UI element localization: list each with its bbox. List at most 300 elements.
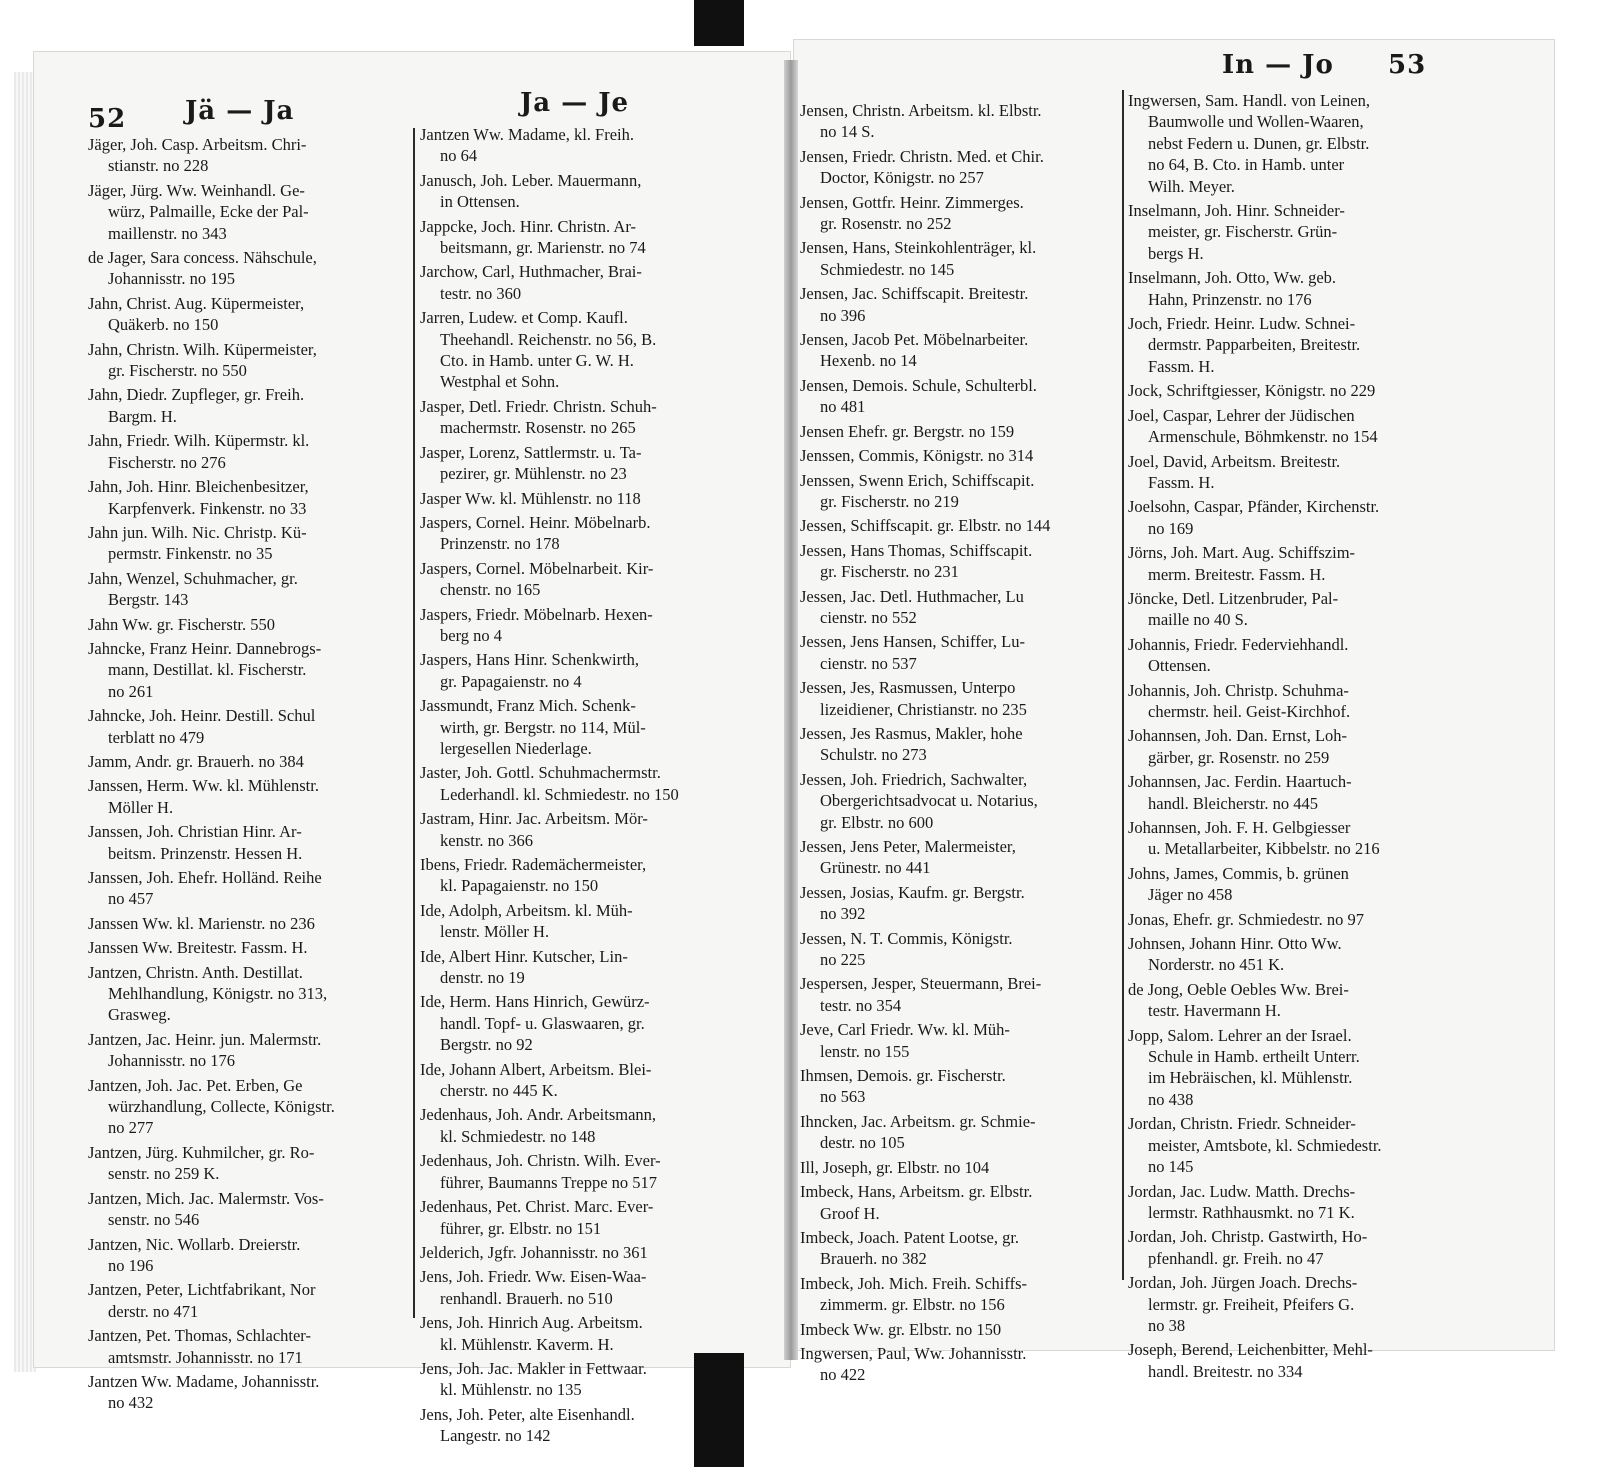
entry-continuation-line: Bargm. H. [108, 406, 177, 426]
directory-entry [800, 882, 1110, 925]
entry-continuation-line: no 64 [440, 146, 478, 166]
entry-line: Jahn, Christ. Aug. Küpermeister, [88, 293, 305, 313]
entry-continuation-line: no 261 [108, 681, 154, 701]
entry-line: Jessen, Jes, Rasmussen, Unterpo [800, 678, 1016, 698]
entry-continuation-line: gr. Fischerstr. no 231 [820, 562, 959, 582]
entry-continuation-line: zimmerm. gr. Elbstr. no 156 [820, 1295, 1005, 1315]
entry-line: Janssen, Joh. Ehefr. Holländ. Reihe [88, 868, 322, 887]
entry-line: Ide, Albert Hinr. Kutscher, Lin- [420, 946, 628, 966]
directory-entry [800, 421, 1110, 442]
directory-entry [420, 170, 750, 213]
entry-line: Jordan, Christn. Friedr. Schneider- [1128, 1114, 1356, 1134]
entry-continuation-line: handl. Bleicherstr. no 445 [1148, 793, 1319, 813]
directory-entry [1128, 725, 1428, 768]
directory-entry [420, 1312, 750, 1355]
entry-line: Jessen, Jes Rasmus, Makler, hohe [800, 723, 1023, 743]
directory-entry [1128, 542, 1428, 585]
directory-entry [420, 307, 750, 393]
entry-continuation-line: no 481 [820, 397, 866, 417]
entry-line: Jensen, Friedr. Christn. Med. et Chir. [800, 146, 1044, 166]
directory-entry [1128, 1226, 1428, 1269]
entry-line: Jöncke, Detl. Litzenbruder, Pal- [1128, 588, 1339, 608]
entry-continuation-line: no 145 [1148, 1157, 1194, 1177]
entry-continuation-line: cienstr. no 552 [820, 607, 917, 627]
directory-entry [1128, 634, 1428, 677]
entry-line: Jantzen Ww. Madame, kl. Freih. [420, 125, 634, 144]
entry-continuation-line: stianstr. no 228 [108, 156, 209, 176]
entry-line: Jahncke, Franz Heinr. Dannebrogs- [88, 638, 322, 658]
entry-continuation-line: no 396 [820, 305, 866, 325]
entry-line: Jessen, N. T. Commis, Königstr. [800, 928, 1013, 948]
directory-entry [420, 512, 750, 555]
entry-line: de Jager, Sara concess. Nähschule, [88, 248, 317, 268]
entry-continuation-line: chermstr. heil. Geist-Kirchhof. [1148, 701, 1351, 721]
directory-entry [420, 1150, 750, 1193]
entry-line: Janssen, Herm. Ww. kl. Mühlenstr. [88, 776, 319, 796]
entry-continuation-line: destr. no 105 [820, 1133, 905, 1153]
right-page-column-rule [1122, 90, 1124, 1280]
directory-entry [88, 1325, 413, 1368]
entry-line: Jensen, Hans, Steinkohlenträger, kl. [800, 238, 1037, 258]
entry-line: Jensen, Jacob Pet. Möbelnarbeiter. [800, 330, 1029, 350]
directory-entry [420, 396, 750, 439]
entry-continuation-line: chenstr. no 165 [440, 580, 541, 600]
entry-line: Jahn jun. Wilh. Nic. Christp. Kü- [88, 522, 307, 542]
entry-line: Jantzen, Nic. Wollarb. Dreierstr. [88, 1234, 301, 1254]
entry-continuation-line: Quäkerb. no 150 [108, 315, 219, 335]
directory-entry [88, 705, 413, 748]
directory-entry [800, 1065, 1110, 1108]
directory-entry [88, 180, 413, 244]
entry-continuation-line: Bergstr. 143 [108, 590, 189, 610]
entry-continuation-line: Grasweg. [108, 1005, 171, 1025]
entry-continuation-line: Grünestr. no 441 [820, 858, 931, 878]
entry-line: Jensen, Demois. Schule, Schulterbl. [800, 375, 1037, 395]
entry-line: Jahn, Friedr. Wilh. Küpermstr. kl. [88, 431, 310, 451]
entry-line: Ingwersen, Sam. Handl. von Leinen, [1128, 91, 1370, 110]
directory-entry [88, 522, 413, 565]
directory-entry [88, 1075, 413, 1139]
left-page-column-1 [88, 134, 413, 1417]
entry-continuation-line: Schule in Hamb. ertheilt Unterr. [1148, 1047, 1360, 1067]
entry-line: Ide, Johann Albert, Arbeitsm. Blei- [420, 1059, 652, 1079]
entry-continuation-line: no 438 [1148, 1089, 1194, 1109]
directory-entry [420, 762, 750, 805]
entry-continuation-line: würz, Palmaille, Ecke der Pal- [108, 202, 309, 222]
entry-line: Jensen, Christn. Arbeitsm. kl. Elbstr. [800, 101, 1042, 120]
entry-continuation-line: no 38 [1148, 1315, 1186, 1335]
directory-entry [1128, 496, 1428, 539]
entry-continuation-line: Johannisstr. no 176 [108, 1051, 235, 1071]
entry-continuation-line: permstr. Finkenstr. no 35 [108, 544, 273, 564]
directory-entry [420, 604, 750, 647]
entry-line: Janssen, Joh. Christian Hinr. Ar- [88, 822, 302, 842]
entry-line: Jonas, Ehefr. gr. Schmiedestr. no 97 [1128, 909, 1365, 929]
entry-line: Ide, Herm. Hans Hinrich, Gewürz- [420, 992, 650, 1012]
directory-entry [88, 247, 413, 290]
entry-continuation-line: kl. Mühlenstr. no 135 [440, 1380, 582, 1400]
directory-entry [88, 1188, 413, 1231]
directory-entry [1128, 200, 1428, 264]
entry-continuation-line: berg no 4 [440, 625, 503, 645]
entry-line: Jantzen, Joh. Jac. Pet. Erben, Ge [88, 1075, 303, 1095]
directory-entry [800, 375, 1110, 418]
entry-continuation-line: lenstr. no 155 [820, 1041, 910, 1061]
right-page-column-1 [800, 100, 1110, 1389]
directory-entry [800, 470, 1110, 513]
directory-entry [1128, 933, 1428, 976]
entry-continuation-line: no 277 [108, 1118, 154, 1138]
directory-entry [88, 1234, 413, 1277]
entry-continuation-line: kl. Mühlenstr. Kaverm. H. [440, 1334, 614, 1354]
directory-entry [800, 928, 1110, 971]
entry-line: Inselmann, Joh. Hinr. Schneider- [1128, 201, 1345, 221]
directory-entry [800, 192, 1110, 235]
directory-entry [1128, 1339, 1428, 1382]
right-page-column-2 [1128, 90, 1428, 1385]
directory-entry [420, 1196, 750, 1239]
entry-continuation-line: Fischerstr. no 276 [108, 452, 226, 472]
page-edge [14, 72, 36, 1372]
directory-entry [800, 1181, 1110, 1224]
directory-entry [1128, 680, 1428, 723]
entry-line: Jessen, Josias, Kaufm. gr. Bergstr. [800, 882, 1025, 902]
entry-line: Johannis, Joh. Christp. Schuhma- [1128, 680, 1349, 700]
entry-line: Jantzen, Peter, Lichtfabrikant, Nor [88, 1280, 316, 1300]
directory-entry [420, 442, 750, 485]
entry-line: Jantzen Ww. Madame, Johannisstr. [88, 1371, 320, 1391]
entry-continuation-line: lenstr. Möller H. [440, 922, 550, 942]
directory-entry [88, 867, 413, 910]
directory-entry [88, 638, 413, 702]
entry-line: Jahn, Joh. Hinr. Bleichenbesitzer, [88, 477, 309, 497]
entry-line: Jenssen, Swenn Erich, Schiffscapit. [800, 470, 1035, 490]
entry-continuation-line: Cto. in Hamb. unter G. W. H. [440, 351, 634, 371]
entry-line: Jarchow, Carl, Huthmacher, Brai- [420, 262, 642, 282]
directory-entry [420, 900, 750, 943]
directory-entry [88, 775, 413, 818]
entry-continuation-line: testr. Havermann H. [1148, 1001, 1281, 1021]
entry-continuation-line: Möller H. [108, 797, 174, 817]
entry-continuation-line: no 196 [108, 1255, 154, 1275]
entry-continuation-line: Jäger no 458 [1148, 885, 1233, 905]
entry-continuation-line: gr. Fischerstr. no 219 [820, 491, 959, 511]
entry-line: Jens, Joh. Jac. Makler in Fettwaar. [420, 1358, 647, 1378]
entry-continuation-line: Schulstr. no 273 [820, 745, 927, 765]
directory-entry [1128, 863, 1428, 906]
entry-continuation-line: kl. Papagaienstr. no 150 [440, 876, 599, 896]
entry-continuation-line: u. Metallarbeiter, Kibbelstr. no 216 [1148, 839, 1380, 859]
entry-line: Jeve, Carl Friedr. Ww. kl. Müh- [800, 1020, 1010, 1040]
entry-continuation-line: no 457 [108, 889, 154, 909]
directory-entry [420, 1104, 750, 1147]
entry-continuation-line: Fassm. H. [1148, 356, 1215, 376]
directory-entry [420, 1266, 750, 1309]
directory-entry [420, 1242, 750, 1263]
directory-entry [1128, 588, 1428, 631]
directory-entry [1128, 313, 1428, 377]
entry-continuation-line: no 64, B. Cto. in Hamb. unter [1148, 155, 1345, 175]
entry-line: Jantzen, Jac. Heinr. jun. Malermstr. [88, 1029, 322, 1049]
directory-entry [800, 1273, 1110, 1316]
entry-continuation-line: kl. Schmiedestr. no 148 [440, 1126, 596, 1146]
entry-continuation-line: senstr. no 259 K. [108, 1164, 220, 1184]
entry-continuation-line: gärber, gr. Rosenstr. no 259 [1148, 747, 1330, 767]
left-page-column-2 [420, 124, 750, 1450]
directory-entry [88, 751, 413, 772]
left-page-column-rule [413, 128, 415, 1318]
entry-continuation-line: maille no 40 S. [1148, 610, 1248, 630]
entry-continuation-line: senstr. no 546 [108, 1210, 200, 1230]
directory-entry [800, 100, 1110, 143]
entry-continuation-line: Baumwolle und Wollen-Waaren, [1148, 112, 1364, 132]
entry-line: Imbeck Ww. gr. Elbstr. no 150 [800, 1319, 1002, 1339]
entry-line: Jespersen, Jesper, Steuermann, Brei- [800, 974, 1042, 994]
entry-line: Jessen, Jens Hansen, Schiffer, Lu- [800, 632, 1025, 652]
entry-continuation-line: würzhandlung, Collecte, Königstr. [108, 1097, 335, 1117]
entry-continuation-line: derstr. no 471 [108, 1301, 199, 1321]
entry-line: Jantzen, Mich. Jac. Malermstr. Vos- [88, 1188, 324, 1208]
directory-entry [800, 540, 1110, 583]
directory-entry [420, 649, 750, 692]
entry-line: Jaster, Joh. Gottl. Schuhmachermstr. [420, 763, 661, 783]
directory-entry [420, 216, 750, 259]
entry-continuation-line: im Hebräischen, kl. Mühlenstr. [1148, 1068, 1353, 1088]
entry-continuation-line: Lederhandl. kl. Schmiedestr. no 150 [440, 784, 679, 804]
directory-entry [800, 769, 1110, 833]
entry-continuation-line: Hexenb. no 14 [820, 351, 917, 371]
entry-continuation-line: Doctor, Königstr. no 257 [820, 168, 984, 188]
directory-entry [1128, 771, 1428, 814]
entry-line: Jensen Ehefr. gr. Bergstr. no 159 [800, 421, 1015, 441]
entry-line: Jamm, Andr. gr. Brauerh. no 384 [88, 751, 304, 771]
entry-line: Jordan, Joh. Christp. Gastwirth, Ho- [1128, 1227, 1368, 1247]
entry-continuation-line: handl. Breitestr. no 334 [1148, 1361, 1303, 1381]
entry-continuation-line: handl. Topf- u. Glaswaaren, gr. [440, 1013, 645, 1033]
directory-entry [800, 1343, 1110, 1386]
entry-line: Jensen, Jac. Schiffscapit. Breitestr. [800, 284, 1029, 304]
entry-continuation-line: Westphal et Sohn. [440, 372, 560, 392]
directory-entry [800, 283, 1110, 326]
entry-line: Jensen, Gottfr. Heinr. Zimmerges. [800, 192, 1024, 212]
entry-continuation-line: beitsm. Prinzenstr. Hessen H. [108, 843, 303, 863]
directory-entry [88, 476, 413, 519]
directory-entry [1128, 979, 1428, 1022]
directory-entry [88, 293, 413, 336]
entry-line: Johannsen, Joh. F. H. Gelbgiesser [1128, 818, 1351, 837]
entry-line: Jastram, Hinr. Jac. Arbeitsm. Mör- [420, 809, 648, 829]
entry-continuation-line: merm. Breitestr. Fassm. H. [1148, 564, 1326, 584]
directory-entry [800, 329, 1110, 372]
directory-entry [800, 146, 1110, 189]
entry-continuation-line: Obergerichtsadvocat u. Notarius, [820, 791, 1038, 811]
entry-continuation-line: machermstr. Rosenstr. no 265 [440, 418, 636, 438]
directory-entry [88, 821, 413, 864]
entry-continuation-line: lizeidiener, Christianstr. no 235 [820, 699, 1027, 719]
directory-entry [800, 445, 1110, 466]
entry-continuation-line: renhandl. Brauerh. no 510 [440, 1288, 613, 1308]
entry-continuation-line: testr. no 354 [820, 995, 902, 1015]
entry-continuation-line: lergesellen Niederlage. [440, 738, 592, 758]
entry-continuation-line: Schmiedestr. no 145 [820, 259, 955, 279]
directory-entry [800, 1157, 1110, 1178]
left-page-number: 52 [88, 104, 127, 134]
entry-continuation-line: beitsmann, gr. Marienstr. no 74 [440, 238, 646, 258]
entry-continuation-line: no 225 [820, 950, 866, 970]
directory-entry [1128, 1272, 1428, 1336]
entry-line: Jessen, Jac. Detl. Huthmacher, Lu [800, 586, 1024, 606]
entry-line: Jenssen, Commis, Königstr. no 314 [800, 446, 1034, 466]
entry-continuation-line: denstr. no 19 [440, 968, 525, 988]
entry-line: Jessen, Hans Thomas, Schiffscapit. [800, 540, 1033, 560]
directory-entry [420, 558, 750, 601]
directory-entry [88, 384, 413, 427]
entry-line: Johns, James, Commis, b. grünen [1128, 863, 1349, 883]
entry-line: Jasper Ww. kl. Mühlenstr. no 118 [420, 488, 641, 508]
entry-line: Imbeck, Joh. Mich. Freih. Schiffs- [800, 1273, 1027, 1293]
directory-entry [420, 1404, 750, 1447]
directory-entry [1128, 267, 1428, 310]
entry-continuation-line: kenstr. no 366 [440, 830, 534, 850]
entry-line: Jantzen, Christn. Anth. Destillat. [88, 962, 303, 982]
directory-entry [800, 237, 1110, 280]
directory-entry [420, 991, 750, 1055]
entry-line: Jens, Joh. Peter, alte Eisenhandl. [420, 1404, 635, 1424]
entry-line: Ingwersen, Paul, Ww. Johannisstr. [800, 1343, 1027, 1363]
entry-line: Jedenhaus, Joh. Andr. Arbeitsmann, [420, 1105, 657, 1125]
entry-continuation-line: dermstr. Papparbeiten, Breitestr. [1148, 335, 1361, 355]
entry-line: Johannsen, Jac. Ferdin. Haartuch- [1128, 772, 1352, 792]
entry-line: Johannis, Friedr. Federviehhandl. [1128, 634, 1349, 654]
entry-continuation-line: no 169 [1148, 518, 1194, 538]
directory-entry [420, 808, 750, 851]
entry-continuation-line: no 422 [820, 1365, 866, 1385]
entry-continuation-line: Karpfenverk. Finkenstr. no 33 [108, 498, 307, 518]
entry-line: Jens, Joh. Friedr. Ww. Eisen-Waa- [420, 1267, 647, 1287]
entry-line: Jörns, Joh. Mart. Aug. Schiffszim- [1128, 543, 1356, 563]
entry-continuation-line: pfenhandl. gr. Freih. no 47 [1148, 1248, 1324, 1268]
directory-entry [420, 1358, 750, 1401]
entry-line: Jasper, Detl. Friedr. Christn. Schuh- [420, 396, 657, 416]
right-page-number: 53 [1388, 50, 1427, 80]
entry-line: Ill, Joseph, gr. Elbstr. no 104 [800, 1157, 990, 1177]
entry-continuation-line: no 392 [820, 904, 866, 924]
entry-line: Jessen, Joh. Friedrich, Sachwalter, [800, 769, 1028, 789]
entry-continuation-line: maillenstr. no 343 [108, 223, 227, 243]
entry-line: Ihncken, Jac. Arbeitsm. gr. Schmie- [800, 1111, 1036, 1131]
entry-continuation-line: Norderstr. no 451 K. [1148, 955, 1285, 975]
directory-entry [1128, 1025, 1428, 1111]
entry-line: Jappcke, Joch. Hinr. Christn. Ar- [420, 216, 636, 236]
directory-entry [88, 568, 413, 611]
entry-line: Jaspers, Cornel. Möbelnarbeit. Kir- [420, 558, 654, 578]
directory-entry [88, 134, 413, 177]
entry-continuation-line: Johannisstr. no 195 [108, 269, 235, 289]
directory-entry [800, 723, 1110, 766]
directory-entry [88, 430, 413, 473]
entry-line: Jens, Joh. Hinrich Aug. Arbeitsm. [420, 1313, 643, 1333]
entry-line: Joseph, Berend, Leichenbitter, Mehl- [1128, 1340, 1373, 1360]
entry-continuation-line: lermstr. Rathhausmkt. no 71 K. [1148, 1202, 1355, 1222]
entry-continuation-line: cienstr. no 537 [820, 653, 917, 673]
directory-entry [88, 913, 413, 934]
entry-continuation-line: terblatt no 479 [108, 727, 205, 747]
directory-entry [800, 973, 1110, 1016]
entry-continuation-line: nebst Federn u. Dunen, gr. Elbstr. [1148, 133, 1370, 153]
entry-continuation-line: gr. Elbstr. no 600 [820, 812, 934, 832]
directory-entry [800, 631, 1110, 674]
entry-line: Imbeck, Joach. Patent Lootse, gr. [800, 1227, 1020, 1247]
entry-line: Jahn, Christn. Wilh. Küpermeister, [88, 339, 317, 359]
entry-continuation-line: Langestr. no 142 [440, 1426, 551, 1446]
entry-continuation-line: no 432 [108, 1393, 154, 1413]
entry-line: Jordan, Jac. Ludw. Matth. Drechs- [1128, 1181, 1356, 1201]
entry-line: Janusch, Joh. Leber. Mauermann, [420, 170, 642, 190]
directory-entry [88, 1142, 413, 1185]
entry-line: Johannsen, Joh. Dan. Ernst, Loh- [1128, 726, 1348, 746]
entry-continuation-line: lermstr. gr. Freiheit, Pfeifers G. [1148, 1294, 1355, 1314]
entry-continuation-line: Bergstr. no 92 [440, 1035, 533, 1055]
entry-line: Jäger, Joh. Casp. Arbeitsm. Chri- [88, 135, 307, 154]
entry-line: Janssen Ww. kl. Marienstr. no 236 [88, 913, 315, 933]
entry-continuation-line: gr. Rosenstr. no 252 [820, 214, 952, 234]
left-page-header-right: Ja — Je [520, 88, 630, 118]
entry-continuation-line: Mehlhandlung, Königstr. no 313, [108, 984, 328, 1004]
entry-continuation-line: gr. Fischerstr. no 550 [108, 361, 247, 381]
entry-line: Joel, Caspar, Lehrer der Jüdischen [1128, 405, 1355, 425]
directory-entry [800, 1227, 1110, 1270]
entry-line: Janssen Ww. Breitestr. Fassm. H. [88, 938, 308, 958]
entry-line: Imbeck, Hans, Arbeitsm. gr. Elbstr. [800, 1182, 1033, 1202]
directory-entry [420, 488, 750, 509]
entry-continuation-line: bergs H. [1148, 243, 1204, 263]
directory-entry [88, 1029, 413, 1072]
directory-entry [1128, 451, 1428, 494]
entry-continuation-line: meister, gr. Fischerstr. Grün- [1148, 222, 1338, 242]
entry-continuation-line: Wilh. Meyer. [1148, 176, 1235, 196]
entry-line: Jasper, Lorenz, Sattlermstr. u. Ta- [420, 442, 642, 462]
entry-line: Jaspers, Hans Hinr. Schenkwirth, [420, 650, 640, 670]
entry-line: Ibens, Friedr. Rademächermeister, [420, 855, 647, 874]
entry-continuation-line: Brauerh. no 382 [820, 1249, 927, 1269]
directory-entry [88, 1279, 413, 1322]
entry-line: Jassmundt, Franz Mich. Schenk- [420, 696, 636, 716]
directory-entry [1128, 1113, 1428, 1177]
entry-line: Jelderich, Jgfr. Johannisstr. no 361 [420, 1242, 648, 1262]
directory-entry [420, 261, 750, 304]
entry-line: Jock, Schriftgiesser, Königstr. no 229 [1128, 381, 1376, 401]
directory-entry [88, 614, 413, 635]
entry-continuation-line: mann, Destillat. kl. Fischerstr. [108, 660, 307, 680]
entry-line: Jedenhaus, Pet. Christ. Marc. Ever- [420, 1197, 654, 1217]
directory-entry [800, 1319, 1110, 1340]
entry-line: Jahn, Diedr. Zupfleger, gr. Freih. [88, 385, 305, 405]
directory-entry [88, 339, 413, 382]
directory-entry [1128, 909, 1428, 930]
entry-continuation-line: gr. Papagaienstr. no 4 [440, 671, 582, 691]
entry-line: Joel, David, Arbeitsm. Breitestr. [1128, 451, 1341, 471]
entry-line: Jessen, Schiffscapit. gr. Elbstr. no 144 [800, 516, 1051, 536]
directory-entry [1128, 1181, 1428, 1224]
entry-continuation-line: amtsmstr. Johannisstr. no 171 [108, 1347, 303, 1367]
directory-entry [420, 1059, 750, 1102]
entry-continuation-line: Prinzenstr. no 178 [440, 534, 560, 554]
entry-line: Johnsen, Johann Hinr. Otto Ww. [1128, 934, 1342, 954]
directory-entry [420, 695, 750, 759]
bookmark-ribbon-top [694, 0, 744, 46]
entry-continuation-line: no 14 S. [820, 122, 875, 142]
directory-entry [1128, 405, 1428, 448]
